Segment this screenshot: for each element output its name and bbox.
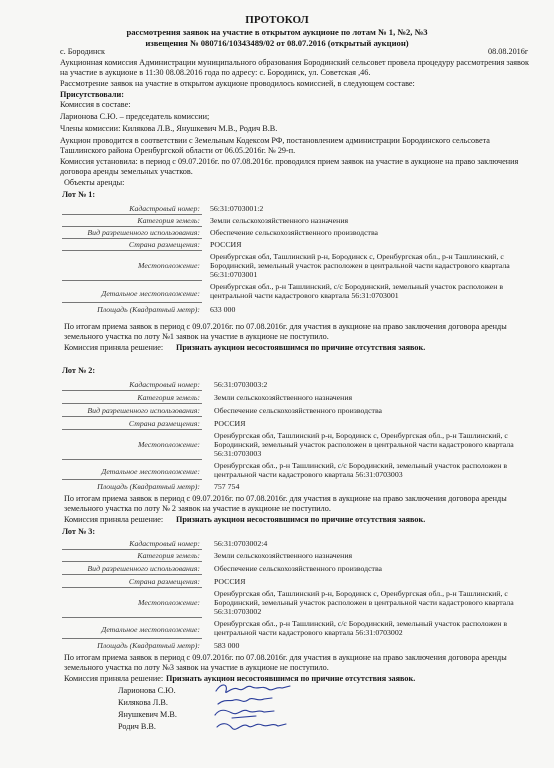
country-label: Страна размещения: xyxy=(128,577,200,586)
country-value: РОССИЯ xyxy=(210,240,242,249)
area-value: 633 000 xyxy=(210,305,236,314)
commission-heading: Комиссия в составе: xyxy=(60,100,131,109)
detail-label: Детальное местоположение: xyxy=(101,289,200,298)
location-value-line-3: 56:31:0703002 xyxy=(214,607,262,616)
area-label: Площадь (Квадратный метр): xyxy=(97,305,200,314)
objects-heading: Объекты аренды: xyxy=(64,178,125,187)
area-value: 757 754 xyxy=(214,482,240,491)
signatory-name: Янушкевич М.В. xyxy=(118,710,177,719)
location-value-line-2: Бородинский, земельный участок расположен в центральной части кадастрового квартала xyxy=(214,598,514,607)
result-line-2: земельного участка по лоту №3 заявок на участие в аукционе не поступило. xyxy=(64,663,329,672)
location-value-line-2: Бородинский, земельный участок расположен в центральной части кадастрового квартала xyxy=(214,440,514,449)
cadastral-label: Кадастровый номер: xyxy=(129,380,200,389)
document-subtitle: рассмотрения заявок на участие в открытом аукционе по лотам № 1, №2, №3 xyxy=(126,27,428,37)
detail-value-line-2: центральной части кадастрового квартала 56:31:0703003 xyxy=(214,470,403,479)
signature-stroke xyxy=(216,685,290,692)
category-label: Категория земель: xyxy=(137,216,200,225)
country-label: Страна размещения: xyxy=(128,419,200,428)
signatory-name: Килякова Л.В. xyxy=(118,698,168,707)
detail-value-line-1: Оренбургская обл., р-н Ташлинский, с/с Бородинский, земельный участок расположен в xyxy=(214,461,508,470)
decision-label: Комиссия приняла решение: xyxy=(64,343,164,352)
use-value: Обеспечение сельскохозяйственного производства xyxy=(214,406,383,415)
cadastral-value: 56:31:0703001:2 xyxy=(210,204,264,213)
area-label: Площадь (Квадратный метр): xyxy=(97,641,200,650)
use-label: Вид разрешенного использования: xyxy=(87,406,200,415)
decision-value: Признать аукцион несостоявшимся по причине отсутствия заявок. xyxy=(176,343,426,352)
decision-value: Признать аукцион несостоявшимся по причине отсутствия заявок. xyxy=(166,674,416,683)
handwritten-signatures xyxy=(212,680,302,740)
result-line-1: По итогам приема заявок в период с 09.07.2016г. по 07.08.2016г. для участия в аукционе на право заключения договора аренды xyxy=(64,494,507,503)
intro-paragraph-1-line-1: Аукционная комиссия Администрации муниципального образования Бородинский сельсовет провела процедуру рассмотрения заявок xyxy=(60,58,529,67)
lot-heading: Лот № 1: xyxy=(62,190,96,199)
area-value: 583 000 xyxy=(214,641,240,650)
result-line-2: земельного участка по лоту № 2 заявок на участие в аукционе не поступило. xyxy=(64,504,331,513)
commission-chair: Ларионова С.Ю. – председатель комиссии; xyxy=(60,112,210,121)
detail-value-line-2: центральной части кадастрового квартала 56:31:0703001 xyxy=(210,291,399,300)
location-label: Местоположение: xyxy=(138,440,200,449)
use-value: Обеспечение сельскохозяйственного производства xyxy=(214,564,383,573)
location-value-line-1: Оренбургская обл, Ташлинский р-н, Бородинск с, Оренбургская обл., р-н Ташлинский, с xyxy=(214,589,508,598)
cadastral-value: 56:31:0703003:2 xyxy=(214,380,268,389)
country-label: Страна размещения: xyxy=(128,240,200,249)
signature-stroke xyxy=(218,698,272,704)
country-value: РОССИЯ xyxy=(214,577,246,586)
cadastral-value: 56:31:0703002:4 xyxy=(214,539,268,548)
document-place: с. Бородинск xyxy=(60,47,106,56)
notice-number: извещения № 080716/10343489/02 от 08.07.2016 (открытый аукцион) xyxy=(145,38,409,48)
detail-value-line-1: Оренбургская обл., р-н Ташлинский, с/с Бородинский, земельный участок расположен в xyxy=(214,619,508,628)
use-label: Вид разрешенного использования: xyxy=(87,564,200,573)
detail-label: Детальное местоположение: xyxy=(101,467,200,476)
signatory-name: Ларионова С.Ю. xyxy=(118,686,176,695)
detail-label: Детальное местоположение: xyxy=(101,625,200,634)
cadastral-label: Кадастровый номер: xyxy=(129,204,200,213)
use-value: Обеспечение сельскохозяйственного производства xyxy=(210,228,379,237)
decision-value: Признать аукцион несостоявшимся по причине отсутствия заявок. xyxy=(176,515,426,524)
document-title: ПРОТОКОЛ xyxy=(245,14,309,26)
location-value-line-3: 56:31:0703001 xyxy=(210,270,258,279)
location-value-line-1: Оренбургская обл, Ташлинский р-н, Бородинск с, Оренбургская обл., р-н Ташлинский, с xyxy=(210,252,504,261)
category-value: Земли сельскохозяйственного назначения xyxy=(214,551,353,560)
category-value: Земли сельскохозяйственного назначения xyxy=(210,216,349,225)
location-value-line-1: Оренбургская обл, Ташлинский р-н, Бородинск с, Оренбургская обл., р-н Ташлинский, с xyxy=(214,431,508,440)
commission-members: Члены комиссии: Килякова Л.В., Янушкевич М.В., Родич В.В. xyxy=(60,124,278,133)
findings-line-2: договора аренды земельных участков. xyxy=(60,167,193,176)
legal-basis-line-1: Аукцион проводится в соответствии с Земельным Кодексом РФ, постановлением администрации Бородинского сельсовета xyxy=(60,136,490,145)
use-label: Вид разрешенного использования: xyxy=(87,228,200,237)
signature-stroke xyxy=(217,724,286,730)
area-label: Площадь (Квадратный метр): xyxy=(97,482,200,491)
intro-paragraph-2: Рассмотрение заявок на участие в открытом аукционе проводилось комиссией, в следующем составе: xyxy=(60,79,415,88)
intro-paragraph-1-line-2: на участие в аукционе в 11:30 08.08.2016 года по адресу: с. Бородинск, ул. Советская ,46. xyxy=(60,68,371,77)
decision-label: Комиссия приняла решение: xyxy=(64,674,164,683)
result-line-2: земельного участка по лоту №1 заявок на участие в аукционе не поступило. xyxy=(64,332,329,341)
cadastral-label: Кадастровый номер: xyxy=(129,539,200,548)
legal-basis-line-2: Ташлинского района Оренбургской области от 06.05.2016г. № 29-п. xyxy=(60,146,296,155)
location-label: Местоположение: xyxy=(138,261,200,270)
document-date: 08.08.2016г xyxy=(488,47,529,56)
location-label: Местоположение: xyxy=(138,598,200,607)
result-line-1: По итогам приема заявок в период с 09.07.2016г. по 07.08.2016г. для участия в аукционе на право заключения договора аренды xyxy=(64,322,507,331)
decision-label: Комиссия приняла решение: xyxy=(64,515,164,524)
result-line-1: По итогам приема заявок в период с 09.07.2016г. по 07.08.2016г. для участия в аукционе на право заключения договора аренды xyxy=(64,653,507,662)
lot-heading: Лот № 2: xyxy=(62,366,96,375)
country-value: РОССИЯ xyxy=(214,419,246,428)
signatory-name: Родич В.В. xyxy=(118,722,156,731)
category-label: Категория земель: xyxy=(137,551,200,560)
signature-stroke xyxy=(215,710,274,718)
location-value-line-3: 56:31:0703003 xyxy=(214,449,262,458)
present-heading: Присутствовали: xyxy=(60,90,124,99)
detail-value-line-2: центральной части кадастрового квартала 56:31:0703002 xyxy=(214,628,403,637)
category-value: Земли сельскохозяйственного назначения xyxy=(214,393,353,402)
findings-line-1: Комиссия установила: в период с 09.07.2016г. по 07.08.2016г. проводился прием заявок на участие в аукционе на право заключения xyxy=(60,157,519,166)
lot-heading: Лот № 3: xyxy=(62,527,96,536)
location-value-line-2: Бородинский, земельный участок расположен в центральной части кадастрового квартала xyxy=(210,261,510,270)
detail-value-line-1: Оренбургская обл., р-н Ташлинский, с/с Бородинский, земельный участок расположен в xyxy=(210,282,504,291)
category-label: Категория земель: xyxy=(137,393,200,402)
